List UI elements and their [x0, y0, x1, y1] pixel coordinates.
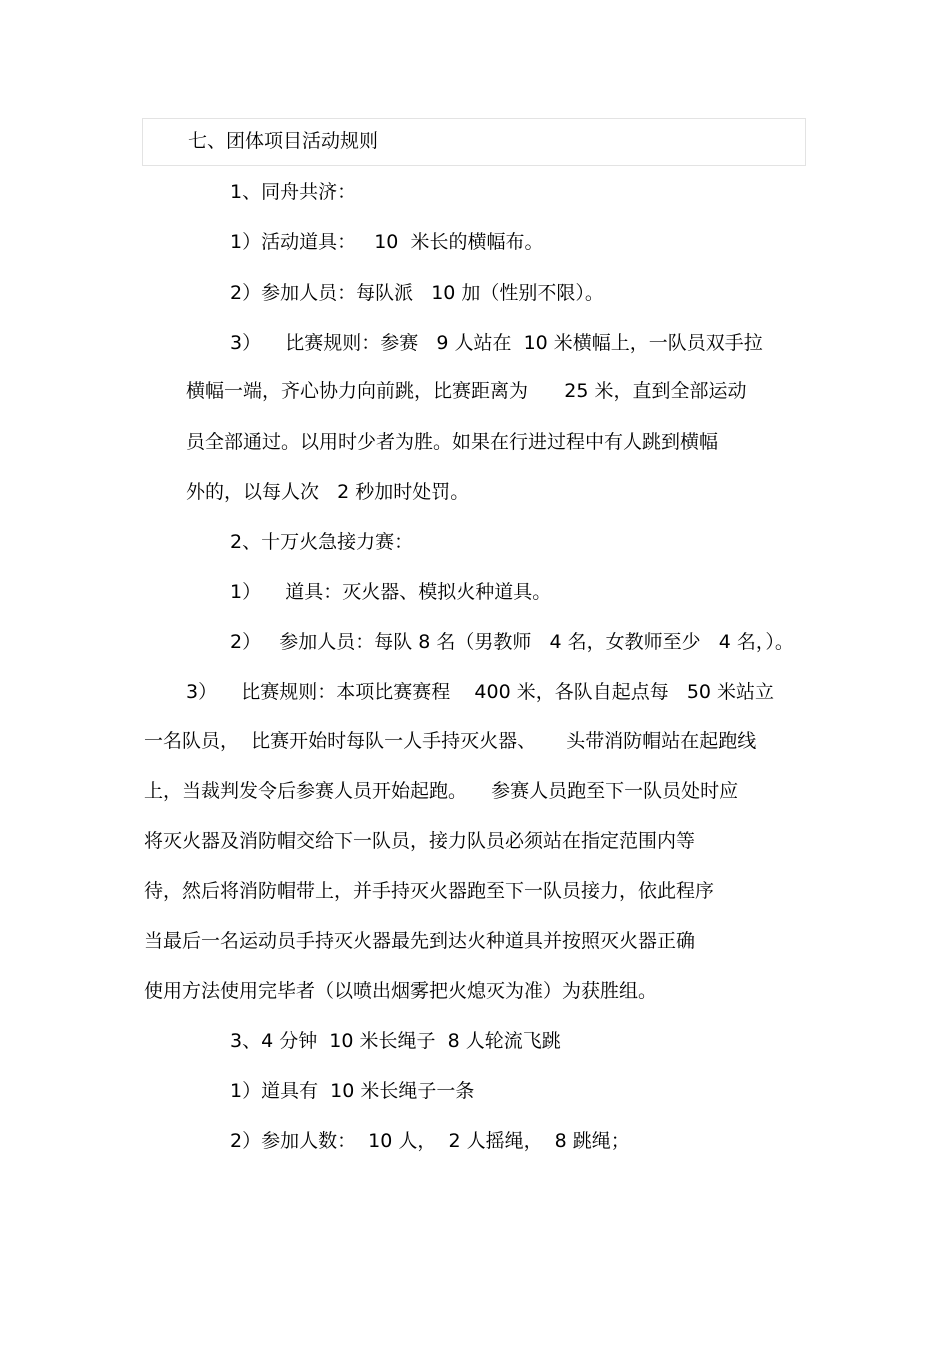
paragraph-line: 将灭火器及消防帽交给下一队员，接力队员必须站在指定范围内等 [144, 830, 696, 852]
paragraph-line: 2） 参加人员：每队 8 名（男教师 4 名，女教师至少 4 名，）。 [230, 631, 794, 653]
paragraph-line: 使用方法使用完毕者（以喷出烟雾把火熄灭为准）为获胜组。 [144, 980, 658, 1002]
paragraph-line: 3） 比赛规则：本项比赛赛程 400 米，各队自起点每 50 米站立 [186, 681, 775, 703]
paragraph-line: 一名队员， 比赛开始时每队一人手持灭火器、 头带消防帽站在起跑线 [144, 730, 757, 752]
paragraph-line: 3） 比赛规则：参赛 9 人站在 10 米横幅上，一队员双手拉 [230, 332, 763, 354]
paragraph-line: 1）活动道具： 10 米长的横幅布。 [230, 231, 544, 253]
item-heading: 2、十万火急接力赛： [230, 531, 414, 553]
paragraph-line: 2）参加人数： 10 人， 2 人摇绳， 8 跳绳； [230, 1130, 630, 1152]
paragraph-line: 上，当裁判发令后参赛人员开始起跑。 参赛人员跑至下一队员处时应 [144, 780, 739, 802]
paragraph-line: 横幅一端，齐心协力向前跳，比赛距离为 25 米，直到全部运动 [186, 380, 747, 402]
paragraph-line: 当最后一名运动员手持灭火器最先到达火种道具并按照灭火器正确 [144, 930, 696, 952]
paragraph-line: 1）道具有 10 米长绳子一条 [230, 1080, 475, 1102]
item-heading: 1、同舟共济： [230, 181, 357, 203]
paragraph-line: 待，然后将消防帽带上，并手持灭火器跑至下一队员接力，依此程序 [144, 880, 715, 902]
paragraph-line: 员全部通过。以用时少者为胜。如果在行进过程中有人跳到横幅 [186, 431, 719, 453]
section-heading: 七、团体项目活动规则 [188, 130, 379, 152]
item-heading: 3、4 分钟 10 米长绳子 8 人轮流飞跳 [230, 1030, 561, 1052]
paragraph-line: 外的，以每人次 2 秒加时处罚。 [186, 481, 470, 503]
paragraph-line: 2）参加人员：每队派 10 加（性别不限）。 [230, 282, 604, 304]
paragraph-line: 1） 道具：灭火器、模拟火种道具。 [230, 581, 552, 603]
